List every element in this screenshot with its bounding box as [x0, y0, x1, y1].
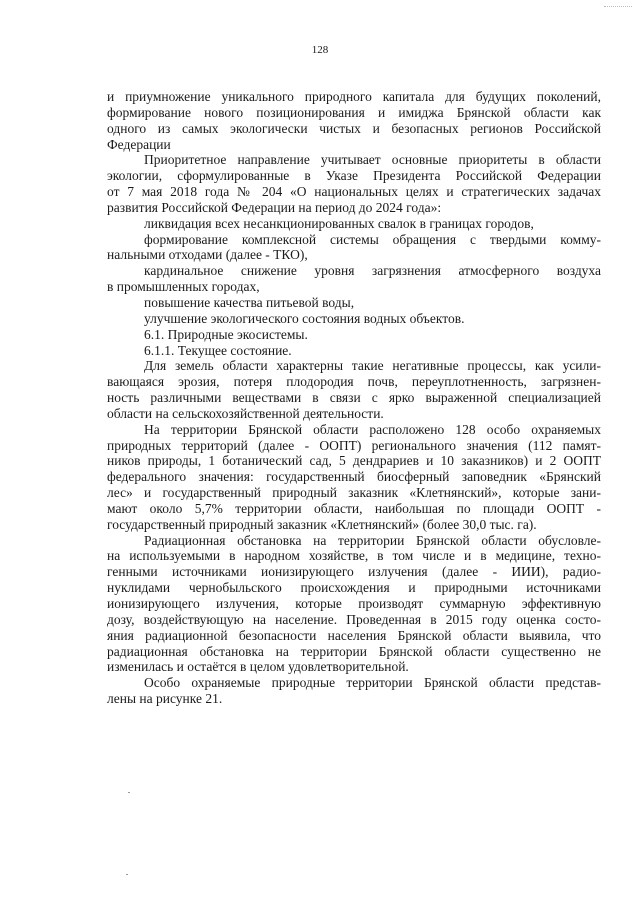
- text-line: улучшение экологического состояния водных объектов.: [144, 310, 465, 326]
- scan-speck: [126, 874, 128, 875]
- text-line: от 7 мая 2018 года № 204 «О национальных целях и стратегических задачах: [107, 184, 601, 200]
- text-line: Федерации: [107, 136, 171, 152]
- text-line: 6.1.1. Текущее состояние.: [144, 342, 292, 358]
- text-line: лес» и государственный природный заказник «Клетнянский», которые зани-: [107, 485, 601, 501]
- text-line: яния радиационной безопасности населения Брянской области выявила, что: [107, 627, 601, 643]
- text-line: в промышленных городах,: [107, 279, 260, 295]
- text-line: ников природы, 1 ботанический сад, 5 дендрариев и 10 заказников) и 2 ООПТ: [107, 453, 601, 469]
- text-line: кардинальное снижение уровня загрязнения атмосферного воздуха: [144, 263, 601, 279]
- text-line: вающаяся эрозия, потеря плодородия почв, переуплотненность, загрязнен-: [107, 374, 601, 390]
- text-line: изменилась и остаётся в целом удовлетворительной.: [107, 659, 409, 675]
- text-line: формирование комплексной системы обращения с твердыми комму-: [144, 231, 601, 247]
- document-body: [107, 89, 601, 707]
- page-number: 128: [311, 44, 329, 56]
- text-line: области на сельскохозяйственной деятельности.: [107, 405, 384, 421]
- text-line: На территории Брянской области расположено 128 особо охраняемых: [144, 421, 601, 437]
- text-line: Особо охраняемые природные территории Брянской области представ-: [144, 675, 601, 691]
- text-line: Радиационная обстановка на территории Брянской области обусловле-: [144, 532, 601, 548]
- text-line: федерального значения: государственный биосферный заповедник «Брянский: [107, 469, 601, 485]
- text-line: нуклидами чернобыльского происхождения и природными источниками: [107, 580, 601, 596]
- text-line: и приумножение уникального природного капитала для будущих поколений,: [107, 89, 601, 104]
- text-line: формирование нового позиционирования и имиджа Брянской области как: [107, 104, 601, 120]
- text-line: природных территорий (далее - ООПТ) регионального значения (112 памят-: [107, 437, 601, 453]
- text-line: 6.1. Природные экосистемы.: [144, 326, 308, 342]
- text-line: лены на рисунке 21.: [107, 691, 223, 707]
- text-line: Для земель области характерны такие негативные процессы, как усили-: [144, 358, 601, 374]
- text-line: развития Российской Федерации на период до 2024 года»:: [107, 199, 442, 215]
- text-line: на используемыми в народном хозяйстве, в том числе и в медицине, техно-: [107, 548, 601, 564]
- text-line: ликвидация всех несанкционированных свалок в границах городов,: [144, 215, 534, 231]
- corner-scan-mark: [604, 6, 632, 7]
- text-line: ионизирующего излучения, которые производят суммарную эффективную: [107, 596, 601, 611]
- text-line: мают около 5,7% территории области, наибольшая по площади ООПТ -: [107, 500, 601, 516]
- scan-speck: [128, 792, 130, 793]
- text-line: дозу, воздействующую на население. Проведенная в 2015 году оценка состо-: [107, 611, 601, 627]
- text-line: экологии, сформулированные в Указе Президента Российской Федерации: [107, 168, 601, 184]
- text-line: генными источниками ионизирующего излучения (далее - ИИИ), радио-: [107, 564, 601, 580]
- text-line: нальными отходами (далее - ТКО),: [107, 247, 308, 263]
- text-line: одного из самых экологически чистых и безопасных регионов Российской: [107, 120, 601, 136]
- text-line: Приоритетное направление учитывает основные приоритеты в области: [144, 152, 601, 168]
- text-line: ность различными веществами в связи с ярко выраженной специализацией: [107, 390, 601, 406]
- text-line: государственный природный заказник «Клетнянский» (более 30,0 тыс. га).: [107, 516, 537, 532]
- text-line: радиационная обстановка на территории Брянской области существенно не: [107, 643, 601, 659]
- text-line: повышение качества питьевой воды,: [144, 294, 355, 310]
